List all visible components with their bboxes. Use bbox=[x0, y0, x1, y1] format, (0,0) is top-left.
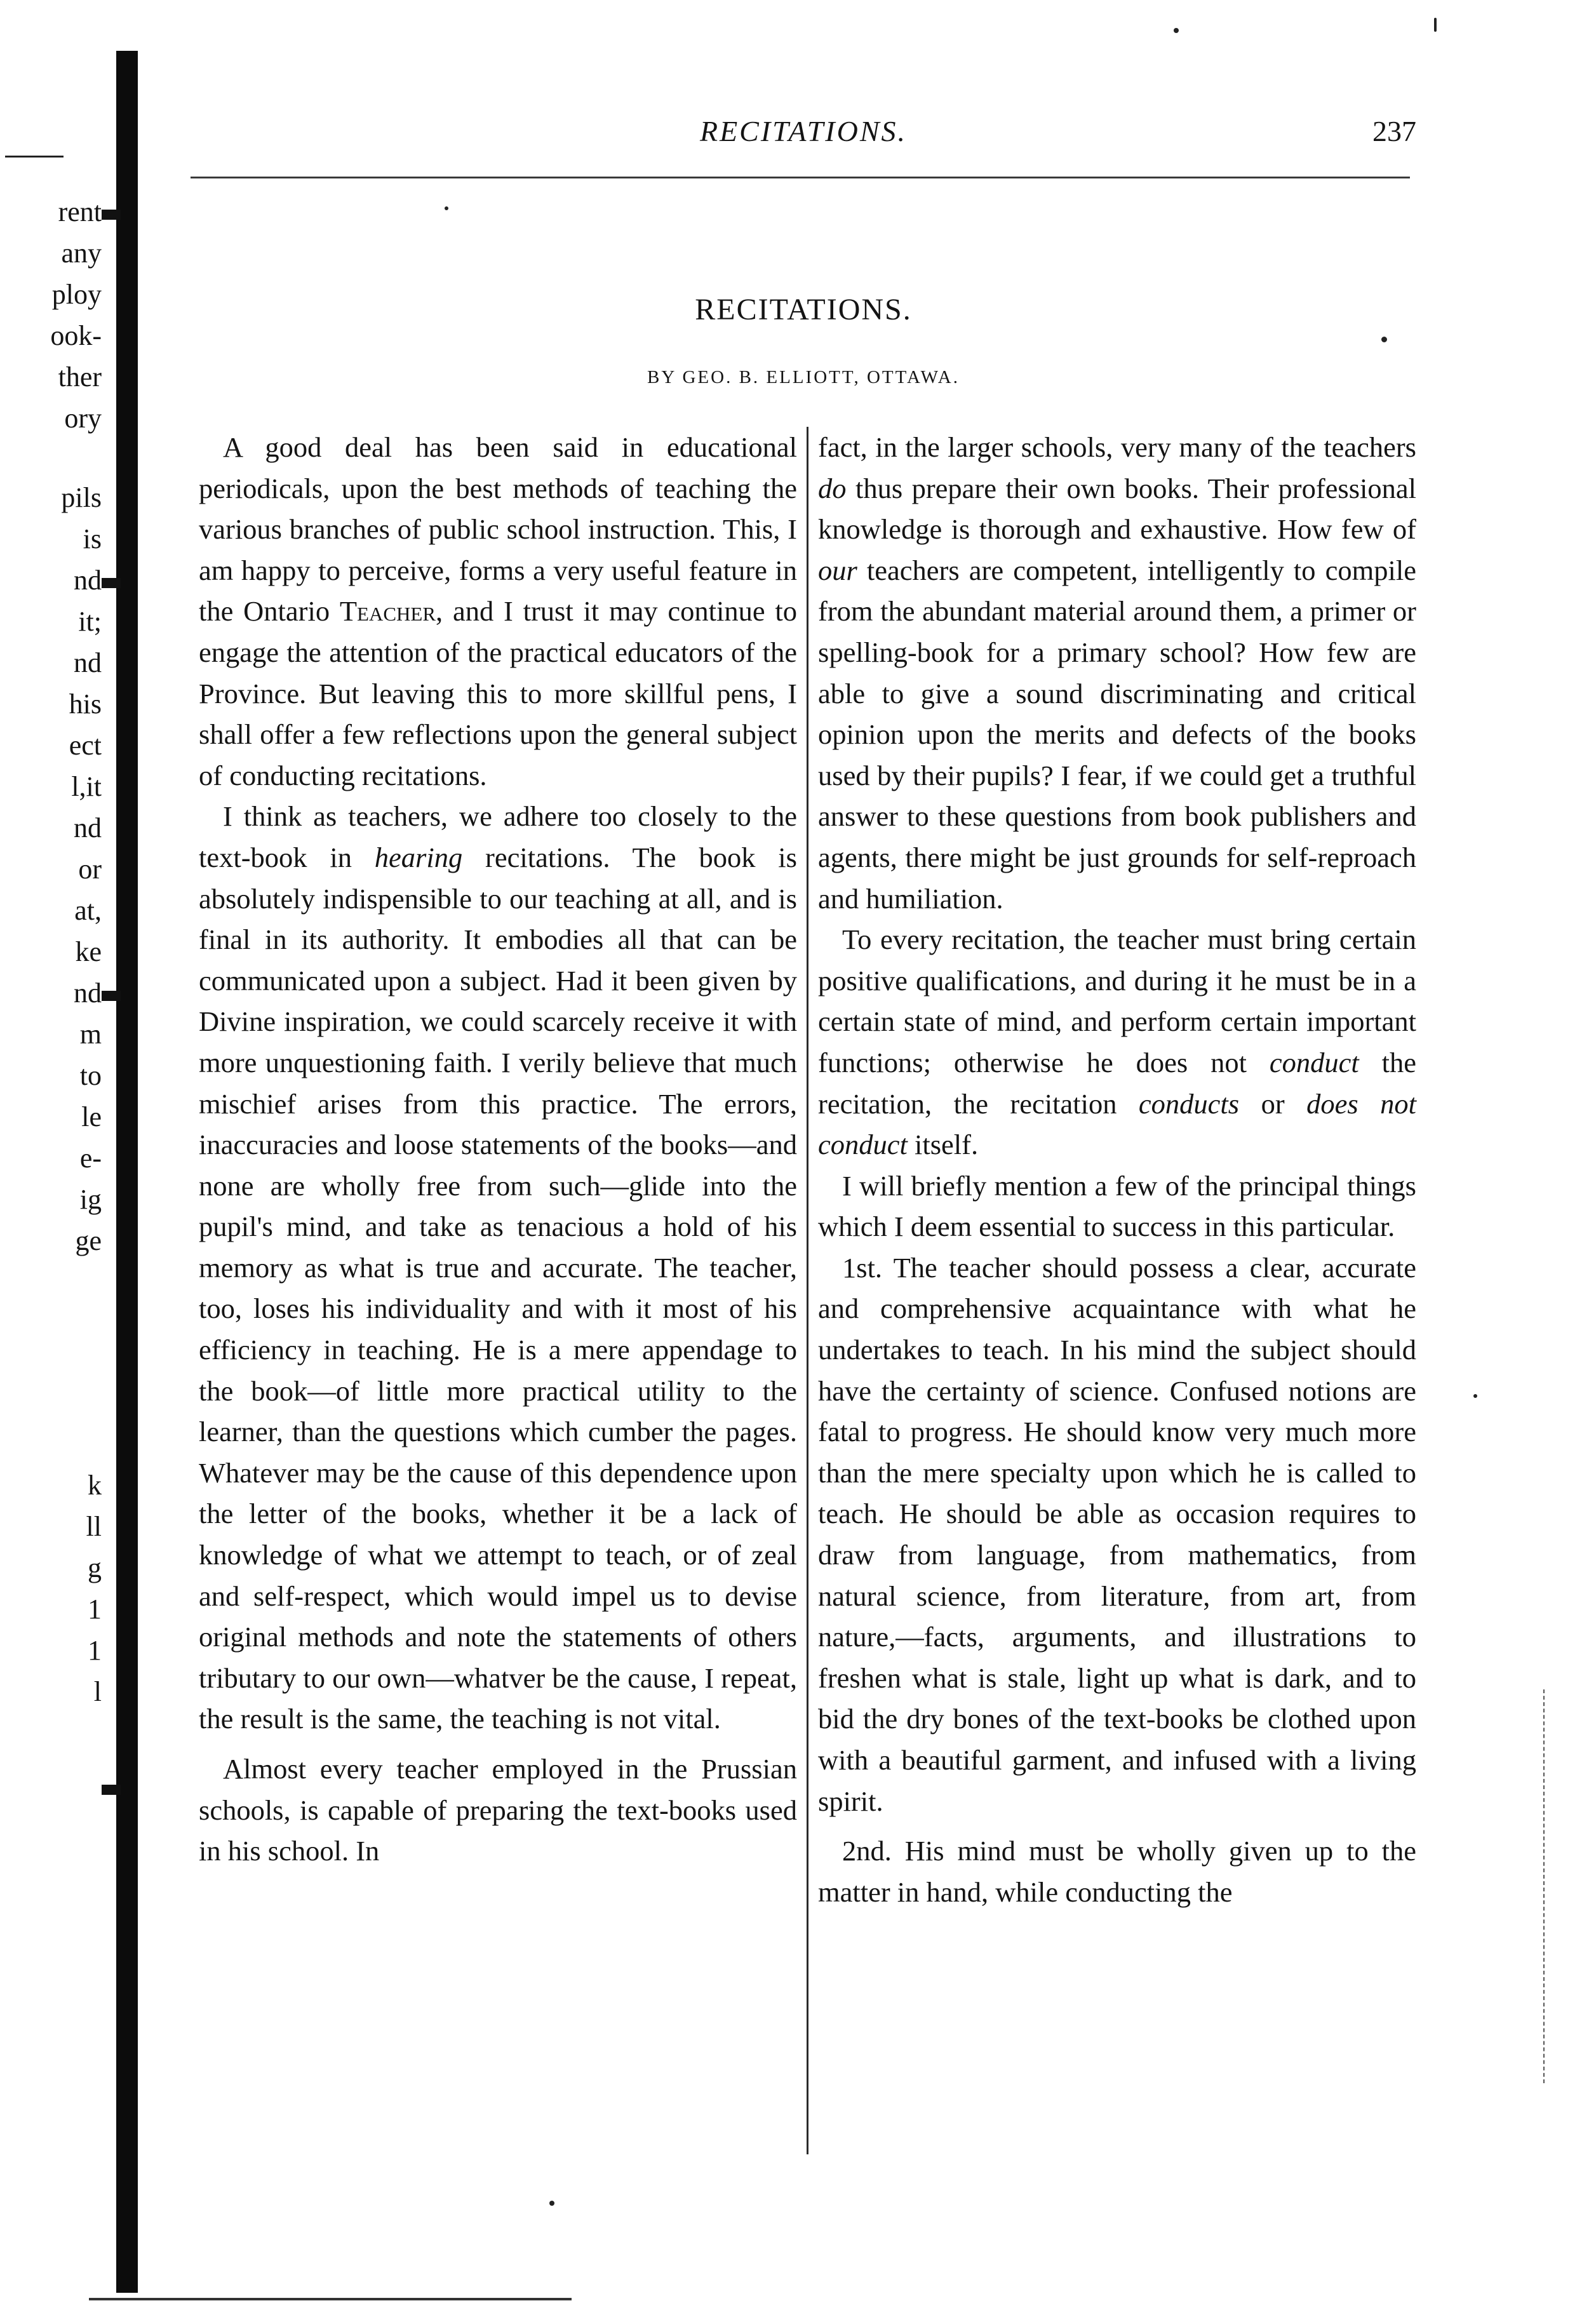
left-column bbox=[199, 427, 797, 1872]
paragraph: A good deal has been said in educational periodicals, upon the best methods of teaching the various branches of public school instruction. This, I am happy to perceive, forms a very useful feature in the Ontario Teacher, and I trust it may continue to engage the attention of the practical educators of the Province. But leaving this to more skillful pens, I shall offer a few reflections upon the general subject of conducting recitations. bbox=[199, 431, 797, 791]
margin-fragment: ll bbox=[86, 1511, 102, 1542]
margin-fragment: ig bbox=[79, 1184, 102, 1215]
italic-word: does not conduct bbox=[818, 1087, 1417, 1161]
margin-fragment: ke bbox=[75, 936, 102, 967]
margin-fragment: nd bbox=[74, 565, 102, 596]
margin-fragment: ory bbox=[64, 403, 102, 434]
margin-fragment: to bbox=[79, 1060, 102, 1091]
right-scan-edge bbox=[1543, 1689, 1562, 2083]
scan-speck bbox=[1434, 18, 1437, 32]
spine-notch bbox=[102, 578, 121, 588]
italic-word: conducts bbox=[1138, 1087, 1240, 1120]
article-byline: BY GEO. B. ELLIOTT, OTTAWA. bbox=[647, 367, 960, 387]
margin-fragment: it; bbox=[78, 606, 102, 637]
bottom-scan-edge bbox=[89, 2298, 572, 2300]
margin-fragment: m bbox=[79, 1019, 102, 1050]
margin-fragment: nd bbox=[74, 647, 102, 678]
margin-fragment: e- bbox=[79, 1143, 102, 1174]
scan-speck bbox=[549, 2201, 554, 2206]
paragraph: I think as teachers, we adhere too closely to the text-book in hearing recitations. The book is absolutely indispensible to our teaching at all, and is final in its authority. It embodies all that can be communicated upon a subject. Had it been given by Divine inspiration, we could scarcely receive it with more unquestioning faith. I verily believe that much mischief arises from this practice. The errors, inaccuracies and loose statements of the books—and none are wholly free from such—glide into the pupil's mind, and take as tenacious a hold of his memory as what is true and accurate. The teacher, too, loses his individuality and with it most of his efficiency in teaching. He is a mere appendage to the book—of little more practical utility to the learner, than the questions which cumber the pages. Whatever may be the cause of this dependence upon the letter of the books, whether it be a lack of knowledge of what we attempt to teach, or of zeal and self-respect, which would impel us to devise original methods and note the statements of others tributary to our own—whatver be the cause, I repeat, the result is the same, the teaching is not vital. bbox=[199, 800, 797, 1735]
paragraph: Almost every teacher employed in the Prussian schools, is capable of preparing the text-books used in his school. In bbox=[199, 1753, 797, 1867]
paragraph: 2nd. His mind must be wholly given up to the matter in hand, while conducting the bbox=[818, 1835, 1416, 1908]
margin-fragment: ther bbox=[58, 361, 102, 393]
margin-fragment: 1 bbox=[88, 1594, 102, 1625]
spine-notch bbox=[102, 991, 121, 1001]
book-spine-shadow bbox=[116, 51, 138, 2293]
margin-fragment: his bbox=[69, 688, 102, 720]
margin-fragment: nd bbox=[74, 977, 102, 1009]
right-column bbox=[818, 427, 1416, 1912]
margin-fragment: le bbox=[81, 1101, 102, 1132]
spine-notch bbox=[102, 210, 121, 220]
scan-speck bbox=[1381, 337, 1387, 342]
margin-fragment: 1 bbox=[88, 1635, 102, 1666]
article-title: RECITATIONS. bbox=[695, 293, 912, 326]
margin-fragment: ploy bbox=[51, 279, 102, 310]
margin-fragment: any bbox=[61, 238, 102, 269]
spine-notch bbox=[102, 1785, 121, 1795]
margin-fragment: ect bbox=[69, 730, 102, 761]
running-title: RECITATIONS. bbox=[699, 115, 908, 147]
margin-fragment: l bbox=[93, 1676, 102, 1707]
paragraph: To every recitation, the teacher must bring certain positive qualifications, and during it he must be in a certain state of mind, and perform certain important functions; otherwise he does not conduct the recitation, the recitation conducts or does not conduct itself. bbox=[818, 923, 1417, 1161]
margin-fragment: or bbox=[78, 854, 102, 885]
journal-name: Teacher bbox=[339, 595, 436, 627]
paragraph: I will briefly mention a few of the principal things which I deem essential to success in this particular. bbox=[818, 1169, 1416, 1243]
italic-word: hearing bbox=[374, 841, 463, 873]
italic-word: do bbox=[818, 472, 847, 504]
margin-fragment: g bbox=[88, 1552, 102, 1583]
paragraph-continued: fact, in the larger schools, very many of the teachers do thus prepare their own books. Their professional knowledge is thorough and exhaustive. How few of our teachers are competent, intelligently to compile from the abundant material around them, a primer or spelling-book for a primary school? How few are able to give a sound discriminating and critical opinion upon the merits and defects of the books used by their pupils? I fear, if we could get a truthful answer to these questions from book publishers and agents, there might be just grounds for self-reproach and humiliation. bbox=[818, 431, 1416, 915]
running-head bbox=[191, 114, 1416, 159]
italic-word: our bbox=[818, 554, 857, 586]
header-rule bbox=[191, 177, 1410, 178]
column-divider bbox=[807, 427, 808, 2154]
margin-fragment: is bbox=[83, 523, 102, 554]
paragraph: 1st. The teacher should possess a clear, accurate and comprehensive acquaintance with what he undertakes to teach. In his mind the subject should have the certainty of science. Confused notions are fatal to progress. He should know very much more than the mere specialty upon which he is called to teach. He should be able as occasion requires to draw from language, from mathematics, from natural science, from literature, from art, from nature,—facts, arguments, and illustrations to freshen what is stale, light up what is dark, and to bid the dry bones of the text-books be clothed upon with a beautiful garment, and infused with a living spirit. bbox=[818, 1251, 1416, 1817]
margin-fragment: k bbox=[88, 1470, 102, 1501]
margin-fragment: rent bbox=[58, 196, 102, 227]
margin-fragment: ge bbox=[75, 1225, 102, 1256]
margin-fragment: nd bbox=[74, 812, 102, 843]
italic-word: conduct bbox=[1269, 1046, 1359, 1078]
margin-fragment: l,it bbox=[71, 771, 102, 802]
scan-speck bbox=[445, 206, 448, 210]
margin-fragment: ook- bbox=[50, 320, 102, 351]
margin-fragment: at, bbox=[74, 895, 102, 926]
margin-dash bbox=[5, 156, 64, 158]
margin-fragment: pils bbox=[61, 482, 102, 513]
scan-speck bbox=[1174, 28, 1179, 33]
page-number: 237 bbox=[1372, 115, 1416, 147]
scan-speck bbox=[1473, 1394, 1477, 1398]
